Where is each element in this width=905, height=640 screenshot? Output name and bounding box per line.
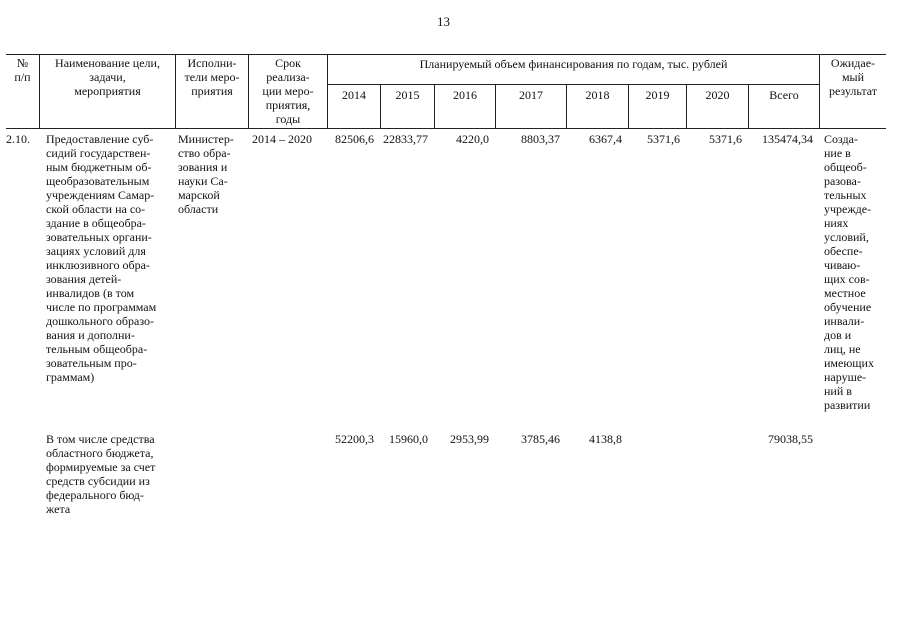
row2-value-2014: 52200,3: [335, 432, 374, 446]
row1-value-2019: 5371,6: [647, 132, 680, 146]
row1-value-total: 135474,34: [762, 132, 813, 146]
row2-value-2017: 3785,46: [521, 432, 560, 446]
header-year-2016: 2016: [453, 88, 477, 102]
row1-value-2016: 4220,0: [456, 132, 489, 146]
header-year-2014: 2014: [342, 88, 366, 102]
header-year-2015: 2015: [395, 88, 420, 102]
header-col-name: Наименование цели, задачи, мероприятия: [55, 56, 160, 98]
row2-value-2016: 2953,99: [450, 432, 489, 446]
header-year-2017: 2017: [519, 88, 543, 102]
row1-num: 2.10.: [6, 132, 30, 146]
row2-value-2015: 15960,0: [389, 432, 428, 446]
row1-result: Созда- ние в общеоб- разова- тельных учрежде- ниях условий, обеспе- чиваю- щих сов- местное обучение инвали- дов и лиц, не имеющих наруше- ний в развитии: [824, 132, 874, 412]
row2-value-total: 79038,55: [768, 432, 813, 446]
row1-name: Предоставление суб- сидий государствен- ным бюджетным об- щеобразовательным учреждениям Самар- ской области на со- здание в общеобра- зовательных органи- зациях условий для инклюзивного обра- зования детей- инвалидов (в том числе по программам дошкольного образо- вания и дополни- тельным общеобра- зовательным про- граммам): [46, 132, 157, 384]
header-col-num: № п/п: [14, 56, 31, 84]
page-number: 13: [437, 14, 450, 29]
row1-value-2017: 8803,37: [521, 132, 560, 146]
header-col-funding: Планируемый объем финансирования по годам, тыс. рублей: [419, 57, 728, 71]
header-col-result: Ожидае- мый результат: [828, 56, 878, 98]
row1-value-2020: 5371,6: [709, 132, 742, 146]
row1-executor: Министер- ство обра- зования и науки Са- марской области: [178, 132, 234, 216]
header-col-executor: Исполни- тели меро- приятия: [184, 56, 240, 98]
row2-name: В том числе средства областного бюджета, формируемые за счет средств субсидии из федерального бюд- жета: [46, 432, 156, 516]
header-year-2018: 2018: [585, 88, 610, 102]
header-year-total: Всего: [769, 88, 799, 102]
row1-term: 2014 – 2020: [252, 132, 312, 146]
row2-value-2018: 4138,8: [589, 432, 622, 446]
header-year-2020: 2020: [705, 88, 730, 102]
row1-value-2018: 6367,4: [589, 132, 622, 146]
row1-value-2015: 22833,77: [383, 132, 428, 146]
header-year-2019: 2019: [645, 88, 670, 102]
row1-value-2014: 82506,6: [335, 132, 374, 146]
header-col-term: Срок реализа- ции меро- приятия, годы: [262, 56, 314, 126]
